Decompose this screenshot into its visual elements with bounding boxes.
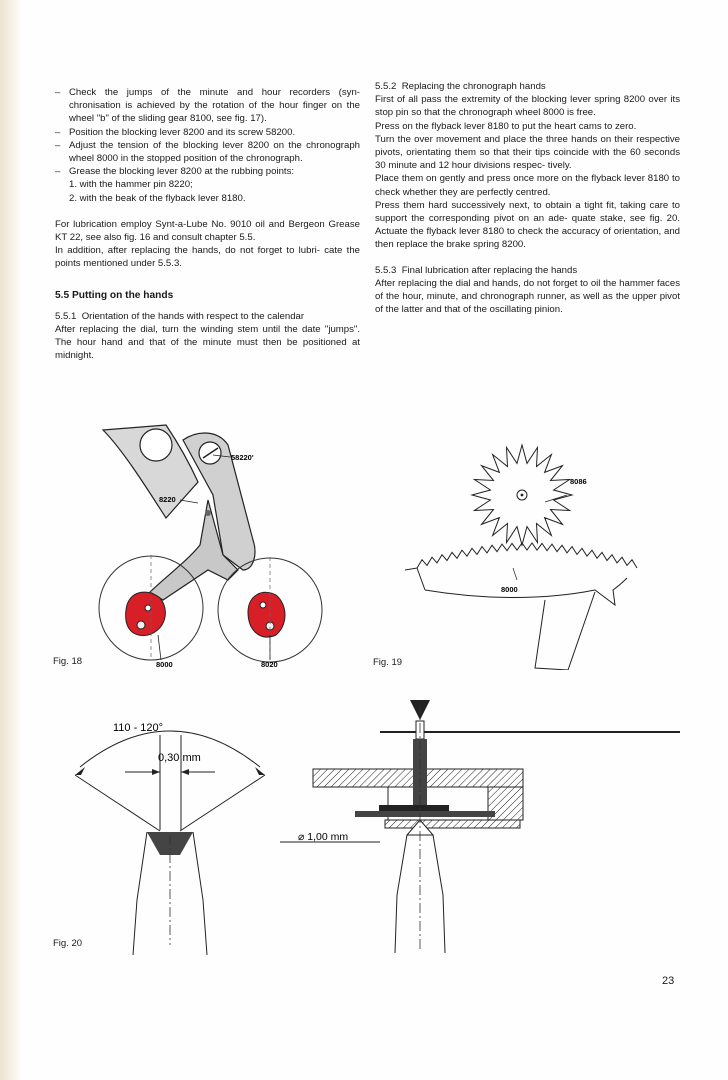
subsection-heading: 5.5.3 Final lubrication after replacing the hands <box>375 264 578 276</box>
fig18-drawing <box>48 420 368 670</box>
bullet-item: – Check the jumps of the minute and hour recorders (syn- chronisation is achieved by the rotation of the hour finger on the wheel "b" of the sliding gear 8100, see fig. 17). <box>55 87 360 125</box>
figure-19 <box>395 440 655 670</box>
subsection-heading: 5.5.1 Orientation of the hands with respect to the calendar <box>55 310 305 322</box>
bullet-item: – Grease the blocking lever 8200 at the rubbing points: <box>55 166 295 178</box>
subsection-heading: 5.5.2 Replacing the chronograph hands <box>375 81 546 92</box>
paragraph: For lubrication employ Synt-a-Lube No. 9010 oil and Bergeon Grease KT 22, see also fig. 16 and consult chapter 5.5. <box>55 218 360 244</box>
part-label: 8220 <box>159 495 176 504</box>
sub-item: 2. with the beak of the flyback lever 8180. <box>69 192 246 204</box>
bullet-item: – Adjust the tension of the blocking lever 8200 on the chronograph wheel 8000 in the stopped position of the chronograph. <box>55 139 360 165</box>
sub-item: 1. with the hammer pin 8220; <box>69 179 193 191</box>
paragraph: After replacing the dial, turn the winding stem until the date "jumps". The hour hand and that of the minute must then be positioned at midnight. <box>55 324 360 362</box>
part-label: 8000 <box>501 585 518 594</box>
bullet-item: – Position the blocking lever 8200 and its screw 58200. <box>55 126 296 138</box>
fig19-drawing <box>395 440 655 670</box>
right-column <box>375 80 680 316</box>
part-label: 58220' <box>231 453 254 462</box>
page-number: 23 <box>662 975 675 987</box>
figure-caption: Fig. 19 <box>373 657 403 668</box>
section-heading: 5.5 Putting on the hands <box>55 289 174 301</box>
paragraph: Turn the over movement and place the three hands on their respective pivots, orientating them so that their tips coincide with the 60 seconds 30 minute and 12 hour divisions respec- tively. <box>375 133 680 172</box>
dimension-label: 110 - 120° <box>113 722 164 734</box>
paragraph: Press on the flyback lever 8180 to put the heart cams to zero. <box>375 120 637 132</box>
paragraph: After replacing the dial and hands, do not forget to oil the hammer faces of the hour, minute, and chronograph runner, as well as the upper pivot of the latter and that of the oscillating pinion. <box>375 277 680 316</box>
figure-caption: Fig. 20 <box>53 938 83 949</box>
paragraph: Press them hard successively next, to obtain a tight fit, taking care to support the corresponding pivot on an ade- quate stake, see fig. 20. Actuate the flyback lever 8180 to check the accuracy of orientation, and then replace the brake spring 8200. <box>375 199 680 251</box>
figure-caption: Fig. 18 <box>53 656 83 667</box>
part-label: 8020 <box>261 660 278 669</box>
left-column <box>55 86 360 363</box>
part-label: 8000 <box>156 660 173 669</box>
figure-20 <box>55 695 685 955</box>
figure-18 <box>48 420 368 670</box>
paragraph: First of all pass the extremity of the blocking lever spring 8200 over its stop pin so that the chronograph wheel 8000 is free. <box>375 94 680 119</box>
part-label: 8086 <box>570 477 587 486</box>
dimension-label: 0,30 mm <box>158 752 201 764</box>
fig20-drawing <box>55 695 685 955</box>
paragraph: Place them on gently and press once more on the flyback lever 8180 to check whether they are perfectly centred. <box>375 173 680 198</box>
paragraph: In addition, after replacing the hands, do not forget to lubri- cate the points mentioned under 5.5.3. <box>55 245 360 270</box>
page-edge-shadow <box>0 0 22 1080</box>
dimension-label: ⌀ 1,00 mm <box>298 831 349 843</box>
